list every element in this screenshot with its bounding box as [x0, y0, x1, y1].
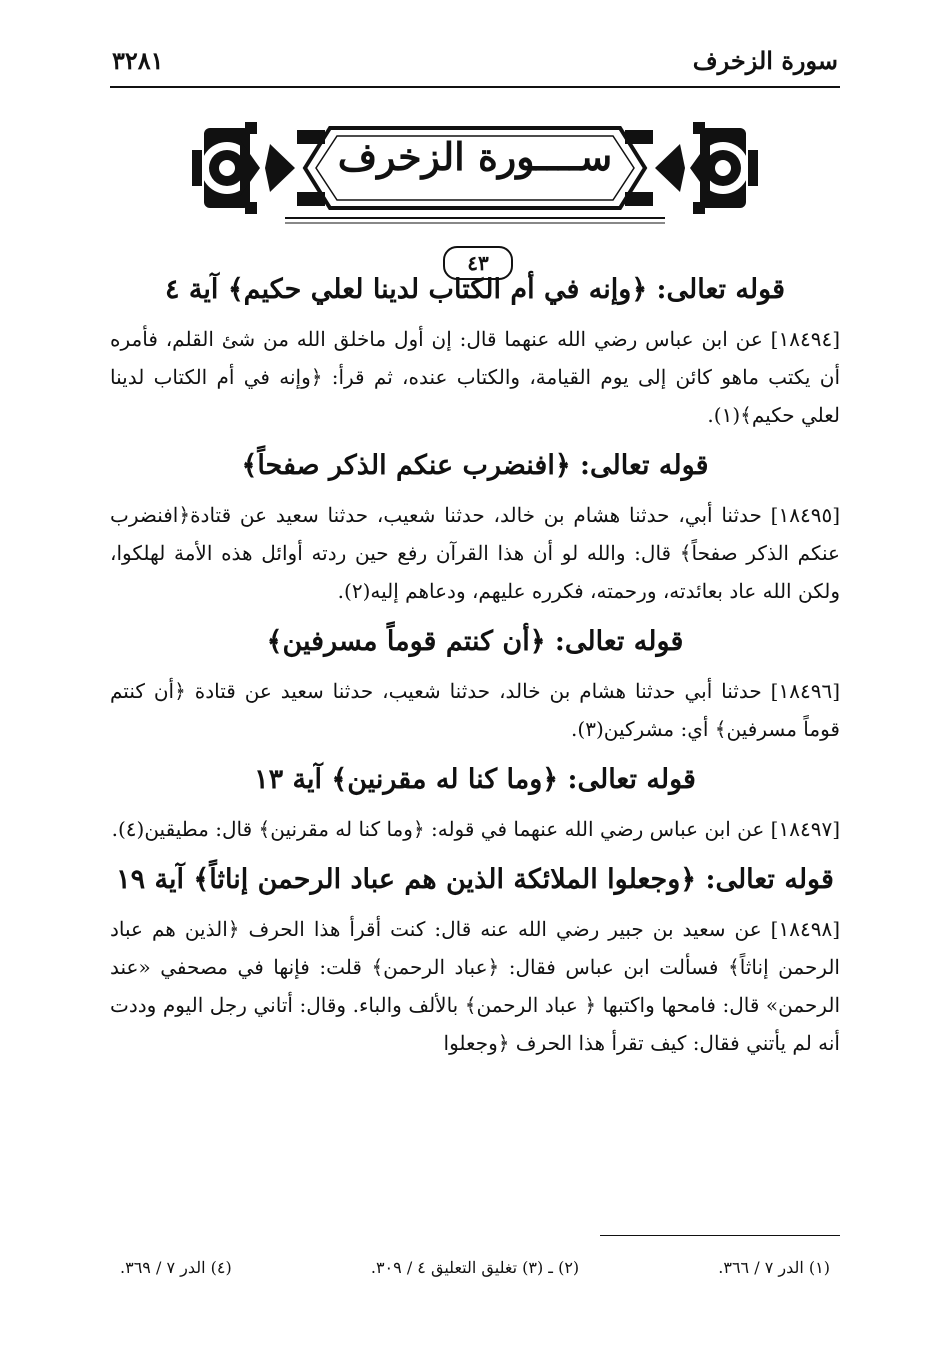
- section-heading: قوله تعالى: ﴿وجعلوا الملائكة الذين هم عباد الرحمن إناثاً﴾ آية ١٩: [116, 864, 834, 895]
- page-number: ٣٢٨١: [112, 46, 164, 75]
- section: [110, 860, 840, 1062]
- section-text: [١٨٤٩٧] عن ابن عباس رضي الله عنهما في قوله: ﴿وما كنا له مقرنين﴾ قال: مطيقين(٤).: [111, 817, 840, 841]
- footnote-divider: [600, 1235, 840, 1236]
- surah-number-badge: ٤٣: [443, 246, 513, 280]
- section-heading: قوله تعالى: ﴿وإنه في أم الكتاب لدينا لعلي حكيم﴾ آية ٤: [165, 274, 785, 305]
- main-content: [110, 270, 840, 1074]
- footnote-row: [110, 1258, 840, 1277]
- section-text: [١٨٤٩٥] حدثنا أبي، حدثنا هشام بن خالد، حدثنا شعيب، حدثنا سعيد عن قتادة﴿افنضرب عنكم الذكر صفحاً﴾ قال: والله لو أن هذا القرآن رفع حين ردته أوائل هذه الأمة لهلكوا، ولكن الله عاد بعائدته، ورحمته، فكرره عليهم، ودعاهم إليه(٢).: [110, 503, 840, 603]
- section-heading: قوله تعالى: ﴿أن كنتم قوماً مسرفين﴾: [266, 626, 684, 657]
- section-heading: قوله تعالى: ﴿افنضرب عنكم الذكر صفحاً﴾: [241, 450, 709, 481]
- footnote-item: (٢) ـ (٣) تغليق التعليق ٤ / ٣٠٩.: [370, 1258, 580, 1277]
- section: [110, 622, 840, 748]
- section-text: [١٨٤٩٨] عن سعيد بن جبير رضي الله عنه قال: كنت أقرأ هذا الحرف ﴿الذين هم عباد الرحمن إناثاً﴾ فسألت ابن عباس فقال: ﴿عباد الرحمن﴾ قلت: فإنها في مصحفي «عند الرحمن» قال: فامحها واكتبها ﴿ عباد الرحمن﴾ بالألف والباء. وقال: أتاني رجل اليوم وددت أنه لم يأتني فقال: كيف تقرأ هذا الحرف ﴿وجعلوا: [110, 917, 840, 1055]
- surah-name: ســــورة الزخرف: [337, 134, 613, 179]
- running-title: سورة الزخرف: [692, 46, 838, 75]
- footnote-item: (٤) الدر ٧ / ٣٦٩.: [120, 1258, 232, 1277]
- section-heading: قوله تعالى: ﴿وما كنا له مقرنين﴾ آية ١٣: [254, 764, 696, 795]
- section-text: [١٨٤٩٤] عن ابن عباس رضي الله عنهما قال: إن أول ماخلق الله من شئ القلم، فأمره أن يكتب ماهو كائن إلى يوم القيامة، والكتاب عنده، ثم قرأ: ﴿وإنه في أم الكتاب لدينا لعلي حكيم﴾(١).: [110, 327, 840, 427]
- section: [110, 270, 840, 434]
- section-text: [١٨٤٩٦] حدثنا أبي حدثنا هشام بن خالد، حدثنا شعيب، حدثنا سعيد عن قتادة ﴿أن كنتم قوماً مسرفين﴾ أي: مشركين(٣).: [110, 679, 840, 741]
- footnote-item: (١) الدر ٧ / ٣٦٦.: [718, 1258, 830, 1277]
- document-page: [110, 30, 840, 1330]
- surah-banner: [185, 110, 765, 275]
- footnotes: [110, 1235, 840, 1277]
- running-header: [110, 42, 840, 88]
- section: [110, 446, 840, 610]
- section: [110, 760, 840, 848]
